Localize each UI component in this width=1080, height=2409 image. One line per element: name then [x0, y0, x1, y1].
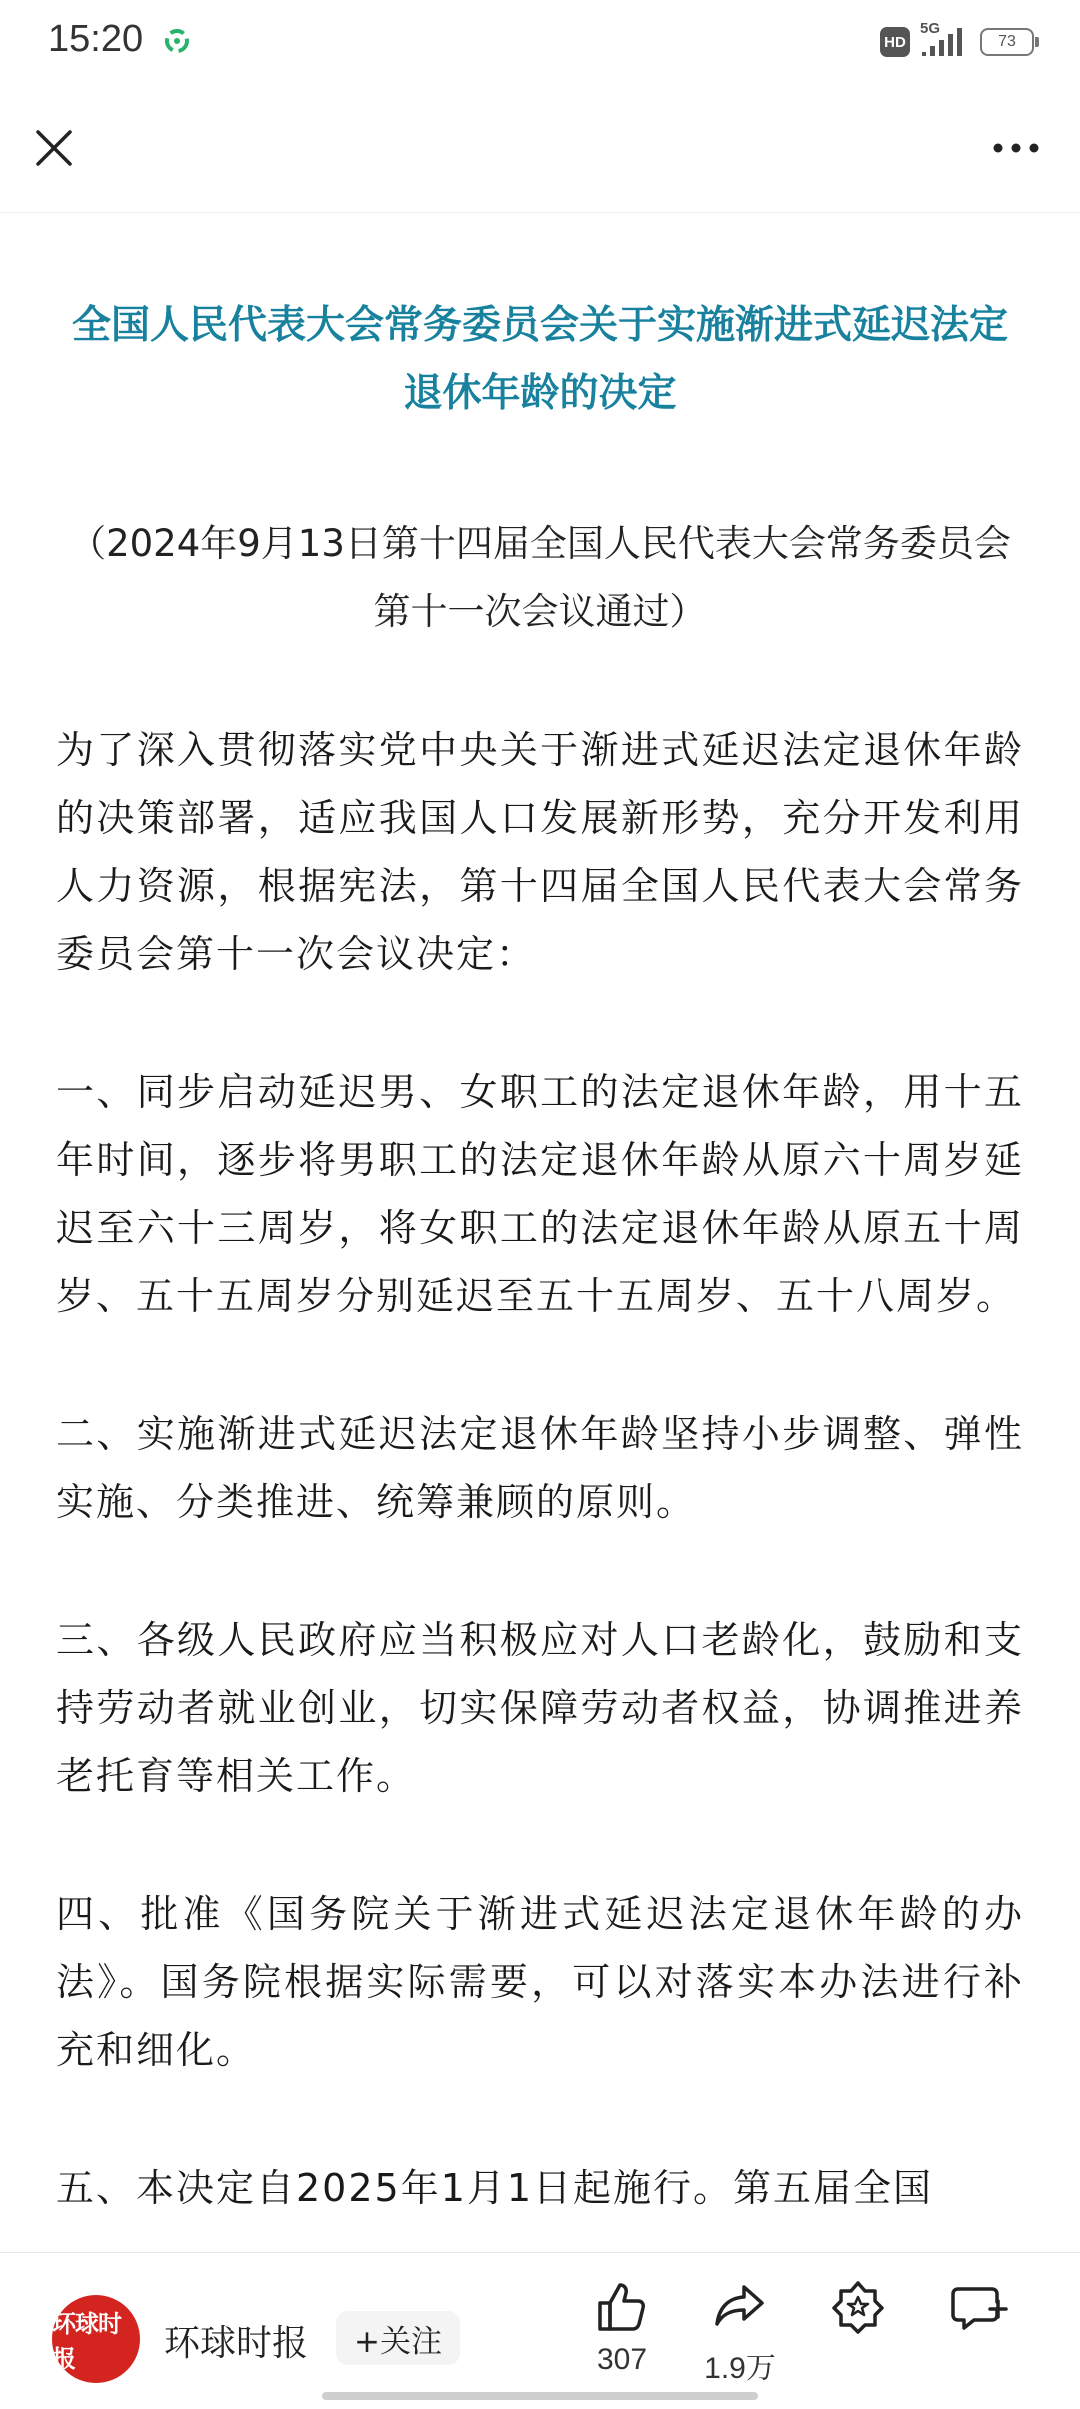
- top-nav: [0, 84, 1080, 213]
- like-count: 307: [596, 2343, 648, 2376]
- article-paragraph: 二、实施渐进式延迟法定退休年龄坚持小步调整、弹性实施、分类推进、统筹兼顾的原则。: [56, 1412, 1024, 1524]
- favorite-icon: [828, 2277, 888, 2337]
- share-button[interactable]: [680, 2277, 800, 2387]
- network-type: 5G: [920, 20, 941, 37]
- article-paragraph: 为了深入贯彻落实党中央关于渐进式延迟法定退休年龄的决策部署，适应我国人口发展新形势，充分开发利用人力资源，根据宪法，第十四届全国人民代表大会常务委员会第十一次会议决定：: [56, 728, 1024, 976]
- status-time: 15:20: [48, 18, 144, 60]
- close-icon[interactable]: [30, 124, 78, 172]
- article-paragraph: 五、本决定自2025年1月1日起施行。第五届全国: [56, 2166, 934, 2210]
- app-notification-icon: [162, 26, 192, 56]
- status-bar: [0, 0, 1080, 84]
- article-title: 全国人民代表大会常务委员会关于实施渐进式延迟法定退休年龄的决定: [71, 303, 1008, 416]
- article-paragraph: 四、批准《国务院关于渐进式延迟法定退休年龄的办法》。国务院根据实际需要，可以对落实本办法进行补充和细化。: [56, 1892, 1024, 2072]
- article-paragraph: 三、各级人民政府应当积极应对人口老龄化，鼓励和支持劳动者就业创业，切实保障劳动者权益，协调推进养老托育等相关工作。: [56, 1618, 1024, 1798]
- comment-add-icon: [948, 2277, 1008, 2337]
- article-subtitle: （2024年9月13日第十四届全国人民代表大会常务委员会第十一次会议通过）: [69, 522, 1011, 633]
- status-indicators: [880, 22, 1034, 62]
- article-paragraph: 一、同步启动延迟男、女职工的法定退休年龄，用十五年时间，逐步将男职工的法定退休年龄从原六十周岁延迟至六十三周岁，将女职工的法定退休年龄从原五十周岁、五十五周岁分别延迟至五十五周岁、五十八周岁。: [56, 1070, 1024, 1318]
- more-icon[interactable]: [988, 130, 1044, 166]
- share-icon: [710, 2277, 770, 2337]
- article-body: [0, 212, 1080, 2252]
- author-avatar[interactable]: 环球时报: [52, 2295, 140, 2383]
- like-button[interactable]: [562, 2277, 682, 2377]
- battery-icon: 73: [980, 28, 1034, 56]
- share-count: 1.9万: [704, 2352, 776, 2385]
- home-indicator[interactable]: [322, 2392, 758, 2400]
- bottom-action-bar: [0, 2252, 1080, 2409]
- author-name[interactable]: 环球时报: [164, 2323, 309, 2364]
- signal-icon: [920, 22, 970, 62]
- thumbs-up-icon: [592, 2277, 652, 2337]
- comment-button[interactable]: [918, 2277, 1038, 2337]
- favorite-button[interactable]: [798, 2277, 918, 2337]
- hd-icon: HD: [880, 27, 910, 57]
- follow-button[interactable]: +关注: [336, 2311, 460, 2365]
